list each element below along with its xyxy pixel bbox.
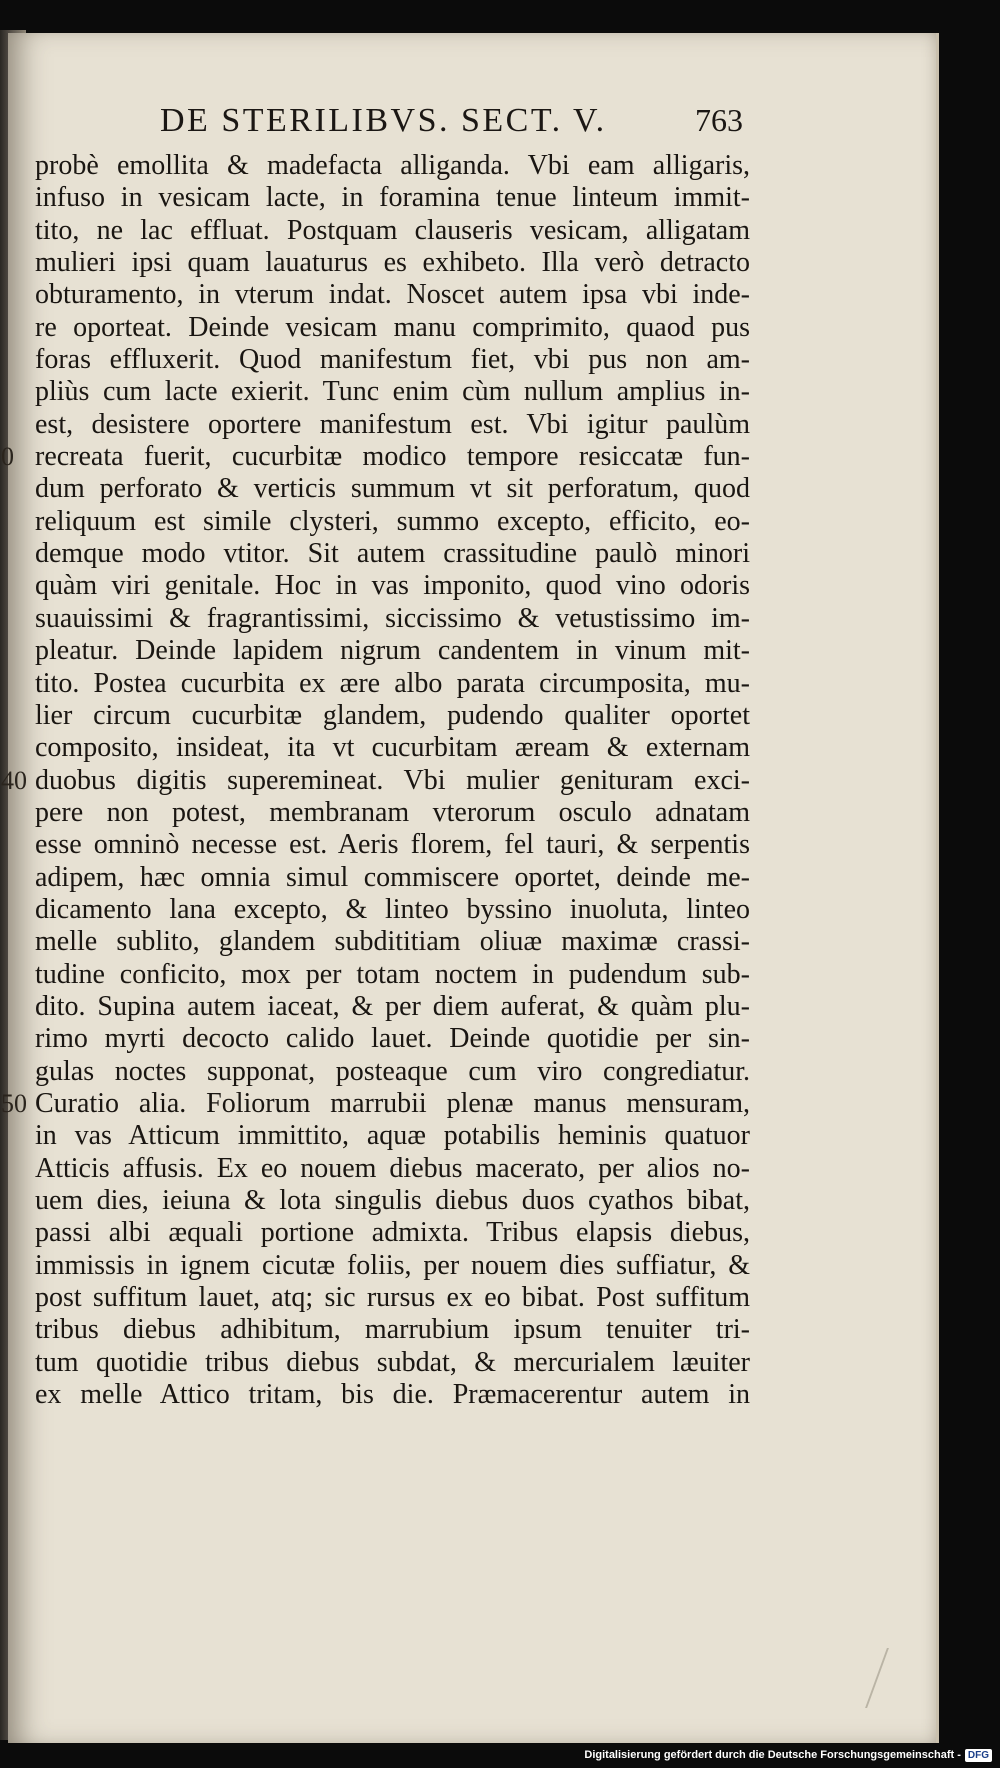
text-line xyxy=(35,829,765,861)
line-text: uem dies, ieiuna & lota singulis diebus duos cyathos bibat, xyxy=(35,1185,750,1216)
line-text: in vas Atticum immittito, aquæ potabilis heminis quatuor xyxy=(35,1120,750,1152)
text-line xyxy=(35,1314,765,1346)
text-line xyxy=(35,344,765,376)
text-line xyxy=(35,1023,765,1055)
line-text: obturamento, in vterum indat. Noscet autem ipsa vbi inde- xyxy=(35,279,750,311)
line-text: est, desistere oportere manifestum est. Vbi igitur paulùm xyxy=(35,408,750,440)
text-line xyxy=(35,700,765,732)
line-text: probè emollita & madefacta alliganda. Vbi eam alligaris, xyxy=(35,150,750,181)
line-text: tito, ne lac effluat. Postquam clauseris vesicam, alligatam xyxy=(35,214,750,246)
line-text: pleatur. Deinde lapidem nigrum candentem in vinum mit- xyxy=(35,635,750,667)
page-header xyxy=(0,70,1000,139)
line-text: tito. Postea cucurbita ex ære albo parata circumposita, mu- xyxy=(35,667,750,699)
text-line xyxy=(35,1056,765,1088)
text-line xyxy=(1,1087,765,1120)
line-text: pliùs cum lacte exierit. Tunc enim cùm nullum amplius in- xyxy=(35,376,750,408)
text-line xyxy=(35,247,765,279)
margin-line-number: 40 xyxy=(1,765,27,795)
text-line xyxy=(35,894,765,926)
line-text: immissis in ignem cicutæ foliis, per nouem dies suffiatur, & xyxy=(35,1249,750,1281)
line-text: duobus digitis superemineat. Vbi mulier genituram exci- xyxy=(35,764,750,796)
line-text: quàm viri genitale. Hoc in vas imponito, quod vino odoris xyxy=(35,570,750,602)
text-line xyxy=(35,376,765,408)
line-text: mulieri ipsi quam lauaturus es exhibeto. Illa verò detracto xyxy=(35,247,750,279)
line-text: composito, insideat, ita vt cucurbitam æream & externam xyxy=(35,732,750,764)
dfg-logo: DFG xyxy=(965,1749,992,1762)
page-number: 763 xyxy=(695,102,743,138)
text-line xyxy=(35,182,765,214)
text-line xyxy=(35,1217,765,1249)
line-text: melle sublito, glandem subdititiam oliuæ maximæ crassi- xyxy=(35,926,750,958)
text-line xyxy=(35,409,765,441)
line-text: tum quotidie tribus diebus subdat, & mercurialem læuiter xyxy=(35,1346,750,1378)
text-line xyxy=(35,991,765,1023)
text-line xyxy=(35,959,765,991)
body-text xyxy=(1,150,765,1411)
text-line xyxy=(35,1153,765,1185)
text-line xyxy=(35,570,765,602)
text-line xyxy=(35,1120,765,1152)
line-text: tribus diebus adhibitum, marrubium ipsum tenuiter tri- xyxy=(35,1314,750,1346)
line-text: infuso in vesicam lacte, in foramina tenue linteum immit- xyxy=(35,182,750,214)
text-line xyxy=(35,1379,765,1411)
line-text: lier circum cucurbitæ glandem, pudendo qualiter oportet xyxy=(35,699,750,731)
line-text: post suffitum lauet, atq; sic rursus ex eo bibat. Post suffitum xyxy=(35,1282,750,1314)
line-text: dicamento lana excepto, & linteo byssino inuoluta, linteo xyxy=(35,893,750,925)
line-text: re oporteat. Deinde vesicam manu comprimito, quaod pus xyxy=(35,311,750,343)
text-line xyxy=(35,1282,765,1314)
text-line xyxy=(35,635,765,667)
text-line xyxy=(35,732,765,764)
text-line xyxy=(35,926,765,958)
running-title: DE STERILIBVS. SECT. V. xyxy=(160,102,607,139)
text-line xyxy=(35,473,765,505)
line-text: rimo myrti decocto calido lauet. Deinde quotidie per sin- xyxy=(35,1023,750,1055)
text-line xyxy=(35,862,765,894)
credit-text: Digitalisierung gefördert durch die Deutsche Forschungsgemeinschaft - xyxy=(584,1749,961,1761)
line-text: foras effluxerit. Quod manifestum fiet, vbi pus non am- xyxy=(35,344,750,376)
line-text: suauissimi & fragrantissimi, siccissimo & vetustissimo im- xyxy=(35,602,750,634)
line-text: pere non potest, membranam vterorum osculo adnatam xyxy=(35,796,750,828)
line-text: tudine conficito, mox per totam noctem in pudendum sub- xyxy=(35,958,750,990)
line-text: ex melle Attico tritam, bis die. Præmacerentur autem in xyxy=(35,1379,750,1411)
line-text: adipem, hæc omnia simul commiscere oportet, deinde me- xyxy=(35,861,750,893)
text-line xyxy=(1,764,765,797)
margin-line-number: 0 xyxy=(1,442,14,472)
text-line xyxy=(1,441,765,473)
line-text: Curatio alia. Foliorum marrubii plenæ manus mensuram, xyxy=(35,1087,750,1119)
text-line xyxy=(35,312,765,344)
text-line xyxy=(35,603,765,635)
line-text: esse omninò necesse est. Aeris florem, fel tauri, & serpentis xyxy=(35,829,750,861)
line-text: gulas noctes supponat, posteaque cum viro congrediatur. xyxy=(35,1055,750,1087)
margin-line-number: 50 xyxy=(1,1088,27,1118)
text-line xyxy=(35,279,765,311)
text-line xyxy=(35,150,765,182)
line-text: demque modo vtitor. Sit autem crassitudine paulò minori xyxy=(35,538,750,570)
text-line xyxy=(35,1347,765,1379)
text-line xyxy=(35,668,765,700)
text-line xyxy=(35,1185,765,1217)
line-text: dum perforato & verticis summum vt sit perforatum, quod xyxy=(35,473,750,505)
text-line xyxy=(35,797,765,829)
text-line xyxy=(35,1250,765,1282)
text-line xyxy=(35,506,765,538)
line-text: dito. Supina autem iaceat, & per diem auferat, & quàm plu- xyxy=(35,990,750,1022)
text-line xyxy=(35,215,765,247)
line-text: Atticis affusis. Ex eo nouem diebus macerato, per alios no- xyxy=(35,1152,750,1184)
text-line xyxy=(35,538,765,570)
line-text: recreata fuerit, cucurbitæ modico tempore resiccatæ fun- xyxy=(35,441,750,473)
line-text: reliquum est simile clysteri, summo excepto, efficito, eo- xyxy=(35,505,750,537)
digitization-credit xyxy=(584,1747,992,1763)
line-text: passi albi æquali portione admixta. Tribus elapsis diebus, xyxy=(35,1217,750,1249)
